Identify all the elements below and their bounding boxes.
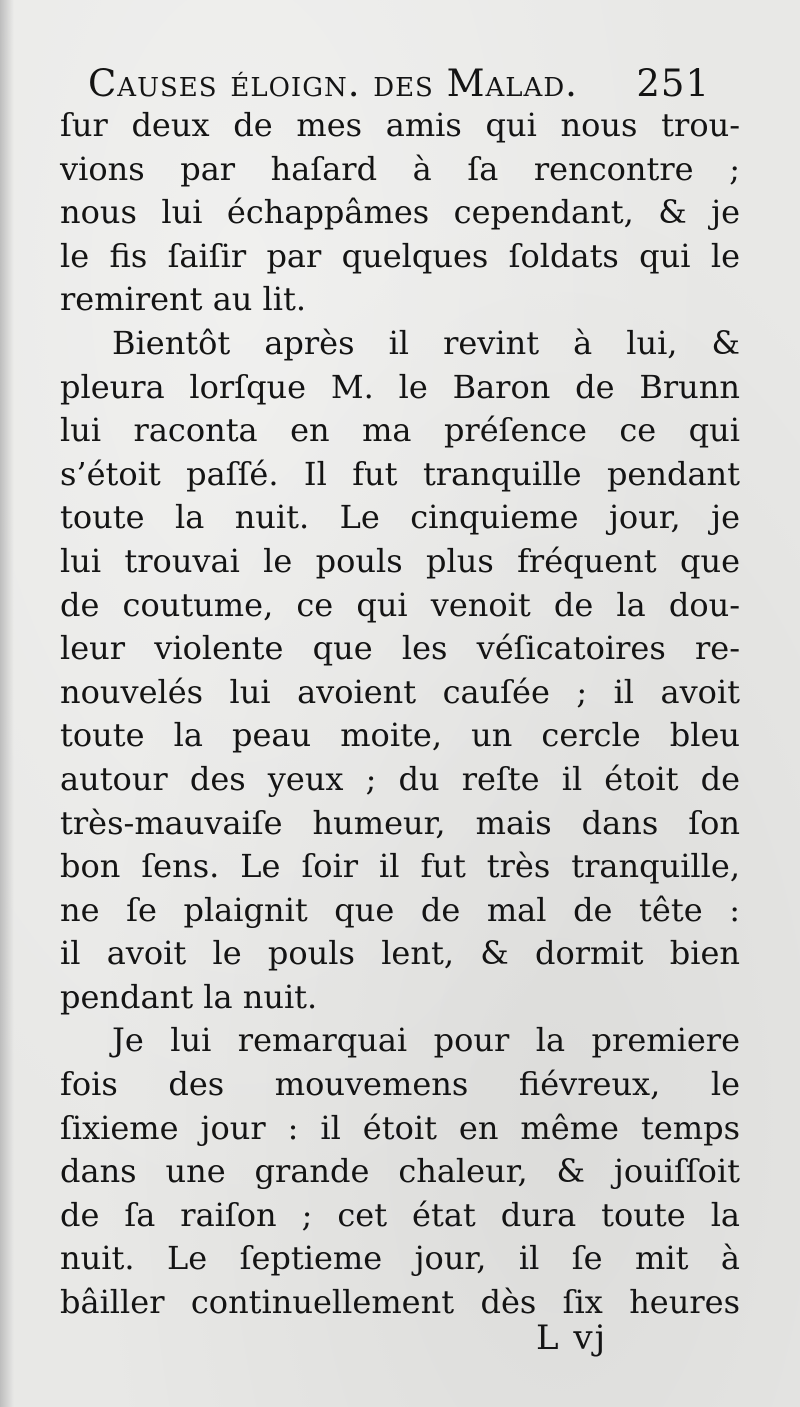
text-line: il avoit le pouls lent, & dormit bien — [60, 934, 740, 973]
text-line: ne ſe plaignit que de mal de tête : — [60, 890, 740, 929]
text-line: lui trouvai le pouls plus fréquent que — [60, 541, 740, 580]
text-line: lui raconta en ma préſence ce qui — [60, 411, 740, 450]
text-line: nouvelés lui avoient cauſée ; il avoit — [60, 672, 740, 711]
text-line: fois des mouvemens fiévreux, le — [60, 1065, 740, 1104]
signature-mark: L vj — [536, 1318, 608, 1358]
text-line: de coutume, ce qui venoit de la dou- — [60, 585, 740, 624]
text-line: remirent au lit. — [60, 280, 307, 319]
page-number: 251 — [636, 62, 710, 105]
text-line: le fis ſaiſir par quelques ſoldats qui le — [60, 236, 740, 275]
text-line: nuit. Le ſeptieme jour, il ſe mit à — [60, 1239, 740, 1278]
text-line: toute la nuit. Le cinquieme jour, je — [60, 498, 740, 537]
text-line: pleura lorſque M. le Baron de Brunn — [60, 367, 740, 406]
text-line: vions par haſard à ſa rencontre ; — [60, 149, 740, 188]
text-line: bâiller continuellement dès ſix heures — [60, 1283, 740, 1322]
text-line: de ſa raiſon ; cet état dura toute la — [60, 1195, 740, 1234]
text-line: ſixieme jour : il étoit en même temps — [60, 1108, 740, 1147]
body-text — [60, 104, 740, 1325]
text-line: nous lui échappâmes cependant, & je — [60, 193, 740, 232]
running-head: Causes éloign. des Malad. — [88, 62, 578, 105]
text-line: s’étoit paſſé. Il fut tranquille pendant — [60, 454, 740, 493]
text-line: dans une grande chaleur, & jouiſſoit — [60, 1152, 740, 1191]
text-line: toute la peau moite, un cercle bleu — [60, 716, 740, 755]
text-line: leur violente que les véſicatoires re- — [60, 629, 740, 668]
text-line: ſur deux de mes amis qui nous trou- — [60, 106, 740, 144]
text-line: très-mauvaiſe humeur, mais dans ſon — [60, 803, 740, 842]
paragraph-first-line: Bientôt après il revint à lui, & — [112, 323, 740, 362]
paragraph-first-line: Je lui remarquai pour la premiere — [112, 1021, 740, 1060]
text-line: pendant la nuit. — [60, 977, 318, 1016]
text-line: autour des yeux ; du reſte il étoit de — [60, 759, 740, 798]
text-line: bon ſens. Le ſoir il fut très tranquille, — [60, 847, 740, 886]
page-edge-shadow — [0, 0, 14, 1407]
